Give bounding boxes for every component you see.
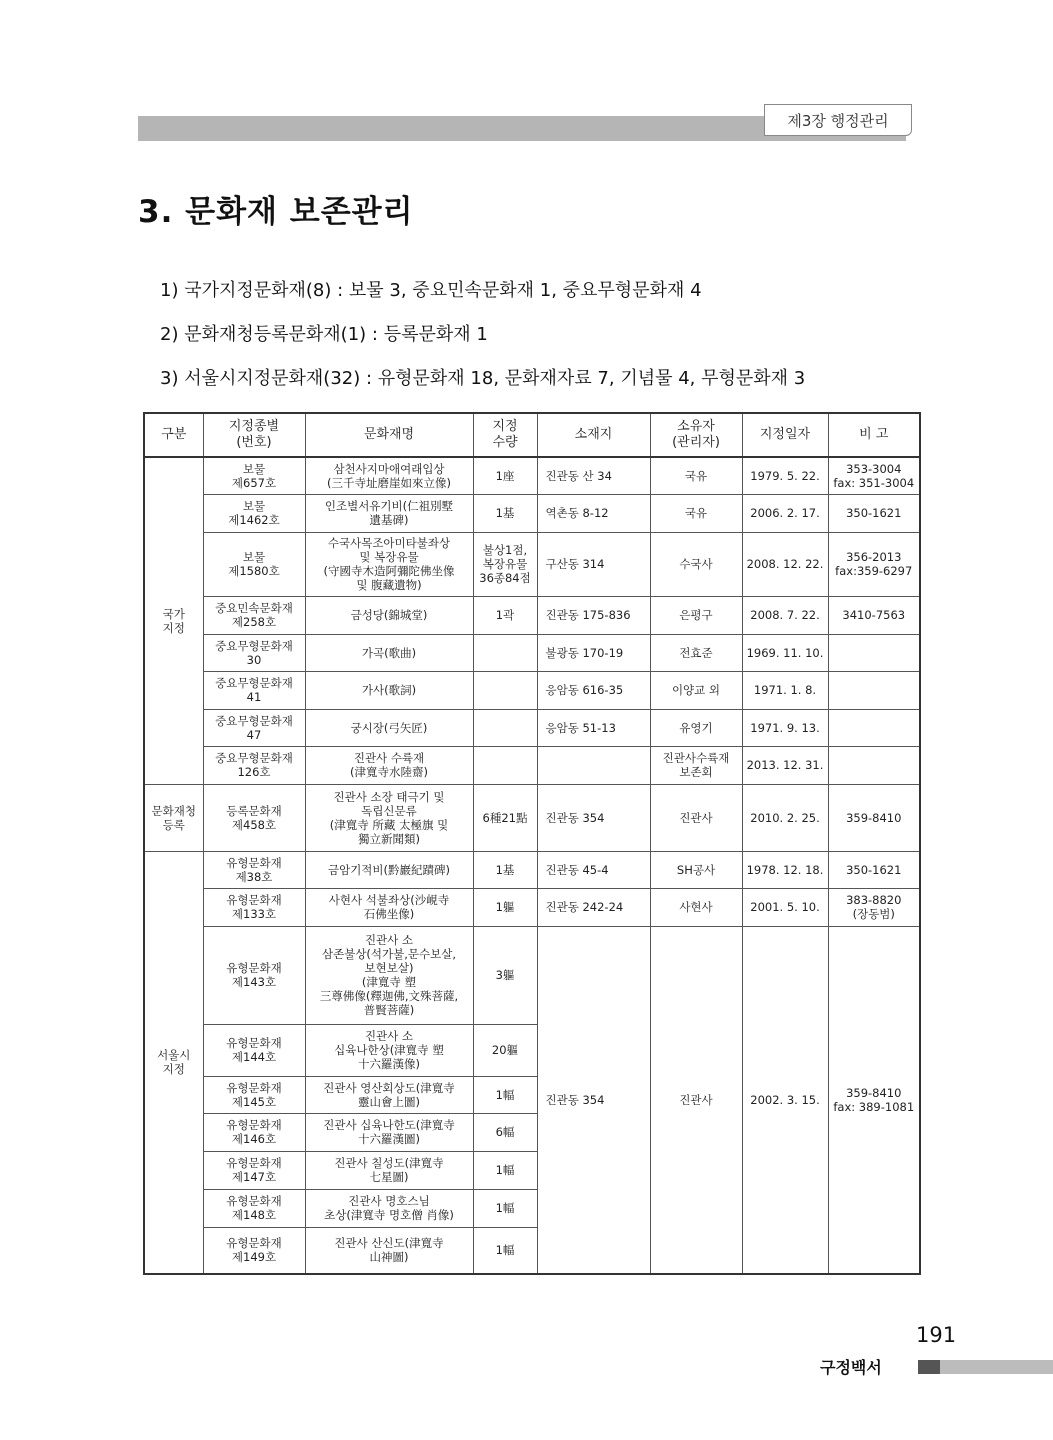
cell-location-text: 진관동 242-24	[545, 900, 624, 914]
group-cell-text: 문화재청 등록	[151, 803, 196, 832]
cell-name	[305, 1189, 473, 1227]
cell-location-text: 역촌동 8-12	[545, 506, 609, 520]
cell-quantity-text: 불상1점, 복장유물 36종84점	[479, 543, 531, 585]
cell-owner	[650, 532, 742, 596]
cell-owner-text: 이양교 외	[671, 683, 721, 697]
cell-location	[537, 671, 650, 709]
page-title: 3. 문화재 보존관리	[138, 194, 414, 230]
cell-owner-text: 진관사	[679, 810, 713, 825]
summary-line-3: 3) 서울시지정문화재(32) : 유형문화재 18, 문화재자료 7, 기념물 4, 무형문화재 3	[160, 368, 806, 389]
cell-date-shared-text: 2002. 3. 15.	[750, 1092, 820, 1107]
cell-owner	[650, 634, 742, 671]
cell-type-number-text: 유형문화재 제144호	[226, 1036, 282, 1064]
cell-name	[305, 634, 473, 671]
cell-name-text: 금암기적비(黔巖紀蹟碑)	[327, 862, 451, 877]
cell-note-shared-text: 359-8410 fax: 389-1081	[833, 1085, 915, 1114]
cell-owner-text: 전효준	[679, 645, 713, 660]
cell-note	[828, 457, 920, 494]
cell-name	[305, 1076, 473, 1113]
cell-type-number	[203, 888, 305, 926]
cell-type-number	[203, 709, 305, 746]
table-row	[144, 596, 920, 634]
cell-owner	[650, 888, 742, 926]
cell-type-number	[203, 1227, 305, 1274]
cell-location	[537, 494, 650, 532]
cell-type-number	[203, 532, 305, 596]
cell-type-number	[203, 784, 305, 851]
cell-quantity	[473, 494, 537, 532]
cell-name	[305, 784, 473, 851]
cell-location	[537, 746, 650, 784]
cell-quantity-text: 1幅	[495, 1087, 515, 1102]
cell-owner	[650, 596, 742, 634]
cell-name	[305, 926, 473, 1024]
cell-quantity	[473, 457, 537, 494]
cell-type-number	[203, 1151, 305, 1189]
cell-date-text: 2008. 7. 22.	[750, 608, 820, 622]
header-name: 문화재명	[305, 413, 473, 457]
cell-type-number-text: 중요민속문화재 제258호	[215, 601, 293, 629]
cell-type-number-text: 유형문화재 제146호	[226, 1118, 282, 1146]
cell-owner-text: 유영기	[679, 720, 713, 735]
cell-location	[537, 457, 650, 494]
cell-quantity-text: 1基	[495, 506, 515, 520]
cell-date-text: 1979. 5. 22.	[750, 468, 820, 483]
cell-owner-shared	[650, 926, 742, 1274]
header-location: 소재지	[537, 413, 650, 457]
group-cell-text: 국가 지정	[162, 606, 185, 635]
cell-name-text: 진관사 영산회상도(津寬寺 靈山會上圖)	[323, 1080, 455, 1109]
cell-name-text: 가곡(歌曲)	[361, 645, 417, 660]
cell-owner-text: 수국사	[679, 557, 713, 571]
cell-note-text: 350-1621	[846, 506, 902, 520]
footer-label: 구정백서	[820, 1358, 882, 1377]
cell-owner	[650, 746, 742, 784]
cell-quantity	[473, 926, 537, 1024]
cell-owner	[650, 851, 742, 888]
cell-date	[742, 746, 828, 784]
table-row	[144, 784, 920, 851]
cell-date	[742, 888, 828, 926]
cell-type-number	[203, 1024, 305, 1076]
cell-quantity-text: 6種21點	[482, 810, 528, 825]
cell-note	[828, 532, 920, 596]
cell-note	[828, 746, 920, 784]
header-owner: 소유자 (관리자)	[650, 413, 742, 457]
cell-quantity	[473, 671, 537, 709]
chapter-label: 제3장 행정관리	[764, 104, 912, 136]
cell-type-number-text: 유형문화재 제145호	[226, 1080, 282, 1109]
header-type-number: 지정종별 (번호)	[203, 413, 305, 457]
cell-name	[305, 457, 473, 494]
cell-quantity	[473, 1151, 537, 1189]
summary-line-2: 2) 문화재청등록문화재(1) : 등록문화재 1	[160, 324, 488, 345]
cell-name	[305, 671, 473, 709]
cell-note-text: 3410-7563	[842, 608, 906, 622]
cell-quantity-text: 20軀	[491, 1043, 519, 1057]
summary-line-1: 1) 국가지정문화재(8) : 보물 3, 중요민속문화재 1, 중요무형문화재 4	[160, 280, 702, 301]
cell-type-number-text: 보물 제657호	[231, 461, 277, 490]
cell-owner	[650, 494, 742, 532]
cell-owner-text: 국유	[684, 468, 708, 483]
cell-location-text: 응암동 51-13	[545, 720, 616, 735]
header-date: 지정일자	[742, 413, 828, 457]
cell-note-text: 353-3004 fax: 351-3004	[833, 461, 915, 490]
cell-location-text: 불광동 170-19	[545, 645, 624, 660]
cell-date-text: 1971. 1. 8.	[753, 683, 817, 697]
cell-name-text: 궁시장(弓矢匠)	[350, 720, 428, 735]
cell-name	[305, 888, 473, 926]
cell-name	[305, 596, 473, 634]
cell-date-text: 2008. 12. 22.	[746, 557, 824, 571]
cell-date	[742, 671, 828, 709]
header-category: 구분	[144, 413, 203, 457]
cell-type-number-text: 보물 제1462호	[228, 499, 280, 527]
cell-name-text: 진관사 소 삼존불상(석가불,문수보살, 보현보살) (津寬寺 塑 三尊佛像(釋迦佛,文殊菩薩, 普賢菩薩)	[319, 933, 459, 1017]
cell-location-shared	[537, 926, 650, 1274]
cell-name-text: 사현사 석불좌상(沙峴寺 石佛坐像)	[328, 893, 450, 921]
group-cell-text: 서울시 지정	[157, 1048, 191, 1077]
cell-quantity	[473, 746, 537, 784]
cell-type-number-text: 중요무형문화재 126호	[215, 751, 293, 779]
table-row	[144, 746, 920, 784]
cell-date-text: 2010. 2. 25.	[750, 810, 820, 825]
cell-owner-text: 은평구	[679, 608, 713, 622]
cell-quantity-text: 1幅	[495, 1243, 515, 1258]
table-row	[144, 671, 920, 709]
cell-quantity	[473, 1189, 537, 1227]
cell-note	[828, 494, 920, 532]
cell-location-text: 진관동 산 34	[545, 468, 612, 483]
cell-quantity-text: 1座	[495, 468, 515, 483]
cell-name	[305, 1227, 473, 1274]
cell-type-number	[203, 596, 305, 634]
cell-date-text: 1978. 12. 18.	[746, 862, 824, 877]
cell-owner-text: 진관사수륙재 보존회	[662, 751, 730, 779]
cell-type-number-text: 유형문화재 제133호	[226, 893, 282, 921]
cell-type-number	[203, 746, 305, 784]
cell-name	[305, 1024, 473, 1076]
table-row	[144, 926, 920, 1024]
cell-owner-text: 국유	[684, 506, 708, 520]
cell-quantity-text: 3軀	[495, 968, 515, 982]
cell-date	[742, 851, 828, 888]
table-header-row	[144, 413, 920, 457]
cell-quantity-text: 1基	[495, 862, 515, 877]
cell-quantity	[473, 1076, 537, 1113]
cell-name-text: 수국사목조아미타불좌상 및 복장유물 (守國寺木造阿彌陀佛坐像 및 腹藏遺物)	[323, 536, 455, 592]
cell-type-number	[203, 926, 305, 1024]
cell-type-number	[203, 671, 305, 709]
cell-name-text: 진관사 십육나한도(津寬寺 十六羅漢圖)	[323, 1118, 455, 1146]
cell-type-number	[203, 1076, 305, 1113]
cell-date	[742, 494, 828, 532]
cell-name-text: 진관사 산신도(津寬寺 山神圖)	[334, 1236, 444, 1265]
cell-quantity	[473, 851, 537, 888]
cell-type-number	[203, 1113, 305, 1151]
cell-date-text: 2006. 2. 17.	[750, 506, 820, 520]
cell-location	[537, 784, 650, 851]
table-row	[144, 634, 920, 671]
cell-name-text: 금성당(錦城堂)	[350, 608, 428, 622]
cell-note	[828, 634, 920, 671]
cell-type-number-text: 유형문화재 제143호	[226, 961, 282, 989]
cell-location-text: 구산동 314	[545, 557, 605, 571]
cell-quantity	[473, 1227, 537, 1274]
cell-type-number-text: 유형문화재 제38호	[226, 855, 282, 884]
cell-date	[742, 784, 828, 851]
cell-name	[305, 494, 473, 532]
cell-note-text: 350-1621	[846, 862, 902, 877]
cell-date-text: 1971. 9. 13.	[750, 720, 820, 735]
cell-date-text: 2001. 5. 10.	[750, 900, 820, 914]
cell-date-text: 2013. 12. 31.	[746, 758, 824, 772]
group-cell	[144, 851, 203, 1274]
cell-location-text: 진관동 354	[545, 810, 605, 825]
cell-owner	[650, 457, 742, 494]
cell-note-text: 356-2013 fax:359-6297	[835, 550, 913, 578]
table-row	[144, 494, 920, 532]
cell-name	[305, 1113, 473, 1151]
group-cell	[144, 784, 203, 851]
cell-type-number-text: 등록문화재 제458호	[226, 803, 282, 832]
cell-type-number	[203, 634, 305, 671]
cell-note	[828, 851, 920, 888]
cell-type-number-text: 유형문화재 제148호	[226, 1194, 282, 1222]
cell-note	[828, 784, 920, 851]
cell-quantity	[473, 532, 537, 596]
cell-quantity	[473, 784, 537, 851]
cell-owner-text: 사현사	[679, 900, 713, 914]
cell-quantity	[473, 1113, 537, 1151]
cell-note-text: 383-8820 (장동범)	[846, 893, 902, 921]
cell-date-text: 1969. 11. 10.	[746, 645, 824, 660]
cell-name-text: 삼천사지마애여래입상 (三千寺址磨崖如來立像)	[327, 461, 451, 490]
cell-quantity-text: 1곽	[495, 608, 515, 622]
cell-location	[537, 709, 650, 746]
cell-type-number-text: 보물 제1580호	[228, 550, 280, 578]
header-note: 비 고	[828, 413, 920, 457]
cell-type-number-text: 중요무형문화재 47	[215, 713, 293, 742]
cell-date-shared	[742, 926, 828, 1274]
cell-note	[828, 709, 920, 746]
cell-location	[537, 888, 650, 926]
cell-location	[537, 596, 650, 634]
header-quantity: 지정 수량	[473, 413, 537, 457]
cell-note	[828, 671, 920, 709]
cell-location-text: 진관동 45-4	[545, 862, 609, 877]
cell-date	[742, 709, 828, 746]
cell-quantity	[473, 888, 537, 926]
cell-date	[742, 634, 828, 671]
cell-quantity	[473, 596, 537, 634]
cell-type-number-text: 유형문화재 제147호	[226, 1156, 282, 1184]
footer-bar-light	[940, 1360, 1053, 1374]
cell-name	[305, 532, 473, 596]
cell-name	[305, 746, 473, 784]
cell-type-number	[203, 1189, 305, 1227]
cell-type-number	[203, 851, 305, 888]
table-row	[144, 888, 920, 926]
cell-name-text: 인조별서유기비(仁祖別墅 遺基碑)	[324, 499, 454, 527]
cell-name	[305, 851, 473, 888]
cell-name-text: 가사(歌詞)	[361, 683, 417, 697]
cell-owner	[650, 671, 742, 709]
cell-note-shared	[828, 926, 920, 1274]
cell-date	[742, 457, 828, 494]
cell-type-number-text: 중요무형문화재 41	[215, 676, 293, 704]
cell-note	[828, 596, 920, 634]
cell-date	[742, 596, 828, 634]
table-row	[144, 532, 920, 596]
cell-quantity	[473, 1024, 537, 1076]
table-row	[144, 457, 920, 494]
cell-quantity-text: 6幅	[495, 1125, 515, 1139]
cell-owner-shared-text: 진관사	[679, 1092, 713, 1107]
cell-location	[537, 634, 650, 671]
cell-name-text: 진관사 칠성도(津寬寺 七星圖)	[334, 1156, 444, 1184]
cell-location-text: 응암동 616-35	[545, 683, 624, 697]
cell-name-text: 진관사 명호스님 초상(津寬寺 명호僧 肖像)	[324, 1194, 454, 1222]
table-row	[144, 851, 920, 888]
cell-location-shared-text: 진관동 354	[545, 1092, 605, 1107]
cell-type-number	[203, 494, 305, 532]
cell-quantity-text: 1幅	[495, 1201, 515, 1215]
cell-name	[305, 1151, 473, 1189]
cell-type-number-text: 유형문화재 제149호	[226, 1236, 282, 1265]
table-row	[144, 709, 920, 746]
cell-note	[828, 888, 920, 926]
cell-owner-text: SH공사	[676, 862, 716, 877]
cell-name-text: 진관사 소장 태극기 및 독립신문류 (津寬寺 所藏 太極旗 및 獨立新聞類)	[329, 789, 449, 846]
footer-bar-dark	[918, 1360, 940, 1374]
cell-quantity	[473, 709, 537, 746]
page-number: 191	[916, 1323, 957, 1347]
cell-owner	[650, 709, 742, 746]
cell-location	[537, 532, 650, 596]
group-cell	[144, 457, 203, 784]
cell-quantity-text: 1軀	[495, 900, 515, 914]
cell-name	[305, 709, 473, 746]
cell-owner	[650, 784, 742, 851]
cell-name-text: 진관사 수륙재 (津寬寺水陸齋)	[350, 751, 428, 779]
cell-name-text: 진관사 소 십육나한상(津寬寺 塑 十六羅漢像)	[334, 1029, 444, 1071]
cell-location-text: 진관동 175-836	[545, 608, 631, 622]
cell-location	[537, 851, 650, 888]
cell-quantity	[473, 634, 537, 671]
cell-date	[742, 532, 828, 596]
cell-type-number	[203, 457, 305, 494]
cell-quantity-text: 1幅	[495, 1163, 515, 1177]
cell-type-number-text: 중요무형문화재 30	[215, 638, 293, 667]
heritage-table	[143, 412, 921, 1275]
cell-note-text: 359-8410	[846, 810, 902, 825]
